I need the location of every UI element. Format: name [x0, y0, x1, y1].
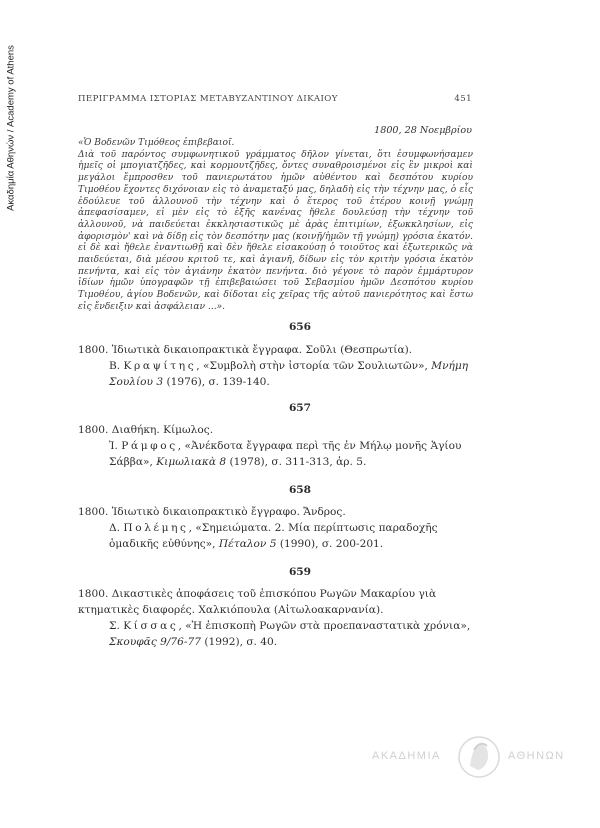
entry-number: 657 [288, 402, 312, 414]
author-surname: Ράμφος [121, 440, 178, 452]
running-head-title: ΠΕΡΙΓΡΑΜΜΑ ΙΣΤΟΡΙΑΣ ΜΕΤΑΒΥΖΑΝΤΙΝΟΥ ΔΙΚΑΙΟΥ [78, 94, 338, 104]
entry-heading: 1800. Ἰδιωτικὸ δικαιοπρακτικὸ ἔγγραφο. Ἄνδρος. [78, 506, 346, 518]
quoted-document [78, 138, 473, 314]
running-head [78, 94, 472, 104]
author-surname: Πολέμης [123, 522, 189, 534]
author-initial: Δ. [109, 522, 121, 534]
article-title: , «Σημειώματα. 2. Μία περίπτωσις παραδοχῆς ὁμαδικῆς εὐθύνης», [109, 522, 438, 550]
journal-title: Μνήμη Σουλίου 3 [109, 360, 469, 388]
bibliography-entry [78, 422, 474, 470]
author-surname: Κίσσας [123, 620, 179, 632]
watermark-text-left: ΑΚΑΔΗΜΙΑ [372, 750, 441, 762]
author-surname: Κραψίτης [123, 360, 197, 372]
reference-tail: (1992), σ. 40. [200, 636, 278, 648]
entry-reference [109, 618, 474, 650]
entry-reference [109, 438, 474, 470]
archive-side-label-text: Ακαδημία Αθηνών / Academy of Athens [5, 45, 17, 211]
entry-heading: 1800. Δικαστικὲς ἀποφάσεις τοῦ ἐπισκόπου Ρωγῶν Μακαρίου γιὰ κτηματικὲς διαφορές. Χαλκιόπουλα (Αἰτωλοακαρνανία). [78, 588, 437, 616]
athena-emblem-icon [456, 732, 502, 782]
entry-number: 656 [288, 321, 312, 333]
entry-heading: 1800. Ἰδιωτικὰ δικαιοπρακτικὰ ἔγγραφα. Σοῦλι (Θεσπρωτία). [78, 344, 413, 356]
author-initial: Ἰ. [109, 440, 118, 452]
entry-reference [109, 358, 474, 390]
author-initial: Σ. [109, 620, 120, 632]
reference-tail: (1976), σ. 139-140. [163, 376, 270, 388]
bibliography-entry [78, 342, 474, 390]
quote-salutation: «Ὁ Βοδενῶν Τιμόθεος ἐπιβεβαιοῖ. [78, 138, 235, 148]
bibliography-entry [78, 504, 474, 552]
bibliography-entry [78, 586, 474, 650]
document-date: 1800, 28 Νοεμβρίου [374, 125, 472, 136]
reference-tail: (1990), σ. 200-201. [276, 538, 384, 550]
watermark-text-right: ΑΘΗΝΩΝ [508, 750, 565, 762]
entry-heading: 1800. Διαθήκη. Κίμωλος. [78, 424, 214, 436]
quote-body: Διὰ τοῦ παρόντος συμφωνητικοῦ γράμματος δῆλον γίνεται, ὅτι ἐσυμφωνήσαμεν ἡμεῖς οἱ μπογιατζῆδες, καὶ κορμουτζῆδες, ὄντες συναθροισμένοι εἰς ἓν μικροὶ καὶ μεγάλοι ἔμπροσθεν τοῦ πανιερωτάτου ἡμῶν αὐθέντου καὶ δεσπότου κυρίου Τιμοθέου ἔχοντες διχόνοιαν εἰς τὸ ἀναμεταξύ μας, δηλαδὴ εἰς τὴν τέχνην μας, ὁ εἷς ἐδούλευε τοῦ ἀλλουνοῦ τὴν τέχνην καὶ ὁ ἕτερος τοῦ ἑτέρου κοινῇ γνώμῃ ἀπεφασίσαμεν, εἰ μὲν εἰς τὸ ἑξῆς κανένας ἤθελε δουλεύσῃ τὴν τέχνην τοῦ ἀλλουνοῦ, νὰ παιδεύεται ἐκκλησιαστικῶς μὲ ἀρὰς ἐπιτιμίων, ἐξωκκλησίων, εἰς ἀφορισμὸν' καὶ νὰ δίδῃ εἰς τὸν δεσπότην μας (κοινῇ/ἡμῶν τῇ γνώμῃ) γρόσια ἑκατόν. εἰ δὲ καὶ ἤθελε ἐναντιωθῇ καὶ δὲν ἤθελε εἰσακούσῃ ὁ τοιοῦτος καὶ ἐξωτερικῶς νὰ παιδεύεται, διὰ μέσου κριτοῦ τε, καὶ ἀγιανῆ, δίδων εἰς τὸν κριτὴν γρόσια ἑκατὸν πενήντα, καὶ εἰς τὸν ἀγιάνην ἑκατὸν πενήντα. διὸ γέγονε τὸ παρὸν ἐμμάρτυρον ἰδίων ἡμῶν ὑπογραφῶν τῇ ἐπιβεβαιώσει τοῦ Σεβασμίου ἡμῶν Δεσπότου κυρίου Τιμοθέου, ἁγίου Βοδενῶν, καὶ δίδοται εἰς χεῖρας τῆς αὐτοῦ πανιερότητος καὶ ἔστω εἰς ἔνδειξιν καὶ ἀσφάλειαν ...». [78, 149, 473, 312]
entry-number: 658 [288, 484, 312, 496]
journal-title: Κιμωλιακὰ 8 [156, 456, 227, 468]
entry-number: 659 [288, 566, 312, 578]
article-title: , «Ἡ ἐπισκοπὴ Ρωγῶν στὰ προεπαναστατικὰ χρόνια», [178, 620, 471, 632]
academy-watermark [372, 732, 572, 782]
article-title: , «Συμβολὴ στὴν ἱστορία τῶν Σουλιωτῶν», [196, 360, 432, 372]
reference-tail: (1978), σ. 311-313, ἀρ. 5. [226, 456, 367, 468]
journal-title: Σκουφᾶς 9/76-77 [109, 636, 201, 648]
article-title: , «Ἀνέκδοτα ἔγγραφα περὶ τῆς ἐν Μήλῳ μονῆς Ἁγίου Σάββα», [109, 440, 462, 468]
author-initial: Β. [109, 360, 121, 372]
page-number: 451 [454, 94, 472, 104]
journal-title: Πέταλον 5 [218, 538, 277, 550]
archive-side-label [2, 45, 20, 211]
entry-reference [109, 520, 474, 552]
